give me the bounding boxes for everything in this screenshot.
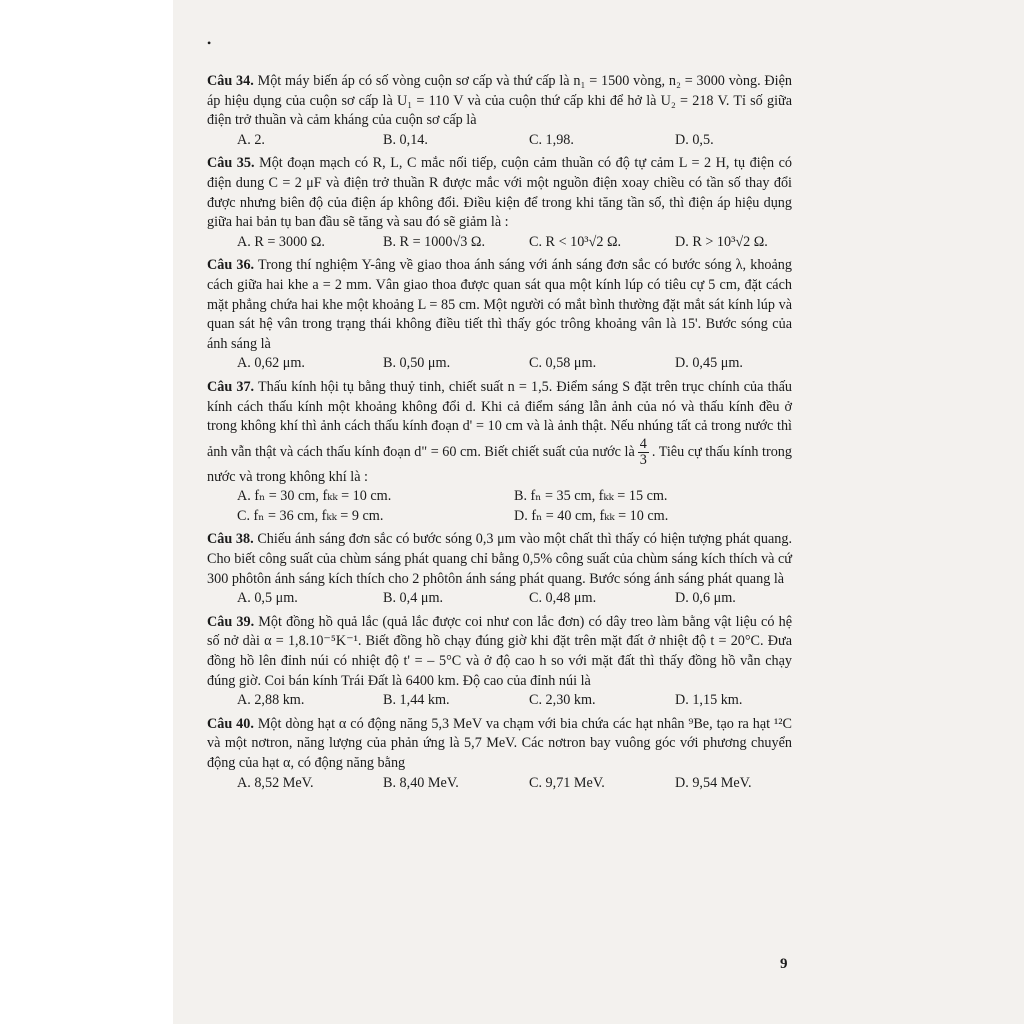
option-a: A. 0,5 μm. xyxy=(237,590,298,607)
option-d: D. 0,6 μm. xyxy=(675,590,736,607)
question-number: Câu 37. xyxy=(207,378,255,395)
question-text: Một dòng hạt α có động năng 5,3 MeV va chạm với bia chứa các hạt nhân ⁹Be, tạo ra hạt ¹²C và một nơtron, năng lượng của phản ứng là 5,7 MeV. Các nơtron bay vuông góc với phương chuyển động của hạt α, có động năng bằng xyxy=(207,715,792,771)
option-b: B. R = 1000√3 Ω. xyxy=(383,233,486,250)
option-c: C. 2,30 km. xyxy=(529,692,596,709)
question-number: Câu 39. xyxy=(207,613,255,630)
answer-options xyxy=(207,774,792,794)
option-d: D. R > 10³√2 Ω. xyxy=(675,233,768,250)
question-34 xyxy=(207,72,792,150)
page-number: 9 xyxy=(780,956,788,972)
option-a: A. fₙ = 30 cm, fₖₖ = 10 cm. xyxy=(237,488,392,505)
answer-options xyxy=(207,691,792,711)
option-b: B. 0,50 μm. xyxy=(383,355,451,372)
option-a: A. 2,88 km. xyxy=(237,692,305,709)
question-text: Trong thí nghiệm Y-âng về giao thoa ánh sáng với ánh sáng đơn sắc có bước sóng λ, khoảng cách giữa hai khe a = 2 mm. Vân giao thoa được quan sát qua một kính lúp có tiêu cự 5 cm, đặt cách mặt phẳng chứa hai khe một khoảng L = 85 cm. Một người có mắt bình thường đặt mắt sát kính lúp và quan sát hệ vân trong trạng thái không điều tiết thì thấy góc trông khoảng vân là 15'. Bước sóng của ánh sáng là xyxy=(207,257,792,352)
option-c: C. 1,98. xyxy=(529,131,574,148)
question-text: Chiếu ánh sáng đơn sắc có bước sóng 0,3 μm vào một chất thì thấy có hiện tượng phát quang. Cho biết công suất của chùm sáng phát quang chỉ bằng 0,5% công suất của chùm sáng kích thích và cứ 300 phôtôn ánh sáng kích thích cho 2 phôtôn ánh sáng phát quang. Bước sóng ánh sáng phát quang là xyxy=(207,531,793,587)
question-text: Một đồng hồ quả lắc (quả lắc được coi như con lắc đơn) có dây treo làm bằng vật liệu có hệ số nở dài α = 1,8.10⁻⁵K⁻¹. Biết đồng hồ chạy đúng giờ khi đặt trên mặt đất ở nhiệt độ t = 20°C. Đưa đồng hồ lên đỉnh núi có nhiệt độ t' = – 5°C và ở độ cao h so với mặt đất thì thấy đồng hồ vẫn chạy đúng giờ. Coi bán kính Trái Đất là 6400 km. Độ cao của đỉnh núi là xyxy=(207,613,793,689)
question-list xyxy=(207,72,792,797)
fraction-four-thirds xyxy=(638,437,649,468)
question-text-continued: . Tiêu cự thấu kính trong nước và trong không khí là : xyxy=(207,443,792,485)
option-a: A. 2. xyxy=(237,131,265,148)
question-39 xyxy=(207,613,792,711)
option-a: A. R = 3000 Ω. xyxy=(237,233,325,250)
option-b: B. 0,4 μm. xyxy=(383,590,444,607)
option-b: B. 8,40 MeV. xyxy=(383,774,459,791)
question-text: Một máy biến áp có số vòng cuộn sơ cấp và thứ cấp là n₁ = 1500 vòng, n₂ = 3000 vòng. Điện áp hiệu dụng của cuộn sơ cấp là U₁ = 110 V và của cuộn thứ cấp khi để hở là U₂ = 218 V. Tỉ số giữa điện trở thuần và cảm kháng của cuộn sơ cấp là xyxy=(207,73,792,129)
question-37 xyxy=(207,378,792,527)
question-number: Câu 35. xyxy=(207,155,255,172)
question-number: Câu 36. xyxy=(207,257,255,274)
question-number: Câu 38. xyxy=(207,531,254,548)
option-d: D. fₙ = 40 cm, fₖₖ = 10 cm. xyxy=(514,507,669,524)
option-c: C. 0,58 μm. xyxy=(529,355,597,372)
answer-options xyxy=(207,233,792,253)
question-35 xyxy=(207,154,792,252)
option-b: B. 0,14. xyxy=(383,131,428,148)
fraction-denominator: 3 xyxy=(639,451,647,468)
option-d: D. 1,15 km. xyxy=(675,692,743,709)
option-d: D. 9,54 MeV. xyxy=(675,774,752,791)
question-text: Một đoạn mạch có R, L, C mắc nối tiếp, cuộn cảm thuần có độ tự cảm L = 2 H, tụ điện có điện dung C = 2 μF và điện trở thuần R được mắc với một nguồn điện xoay chiều có tần số thay đổi được nhưng biên độ của điện áp không đổi. Điều kiện để trong khi tăng tần số, thì điện áp hiệu dụng giữa hai bản tụ ban đầu sẽ tăng và sau đó sẽ giảm là : xyxy=(207,155,793,231)
answer-options xyxy=(207,589,792,609)
question-38 xyxy=(207,530,792,608)
option-a: A. 0,62 μm. xyxy=(237,355,305,372)
answer-options xyxy=(207,487,792,526)
question-40 xyxy=(207,715,792,793)
option-a: A. 8,52 MeV. xyxy=(237,774,314,791)
corner-mark: • xyxy=(207,36,212,50)
answer-options xyxy=(207,354,792,374)
option-c: C. fₙ = 36 cm, fₖₖ = 9 cm. xyxy=(237,507,384,524)
answer-options xyxy=(207,131,792,151)
option-d: D. 0,5. xyxy=(675,131,714,148)
question-number: Câu 40. xyxy=(207,715,254,732)
option-c: C. 9,71 MeV. xyxy=(529,774,605,791)
option-b: B. 1,44 km. xyxy=(383,692,450,709)
question-36 xyxy=(207,256,792,374)
question-text: Thấu kính hội tụ bằng thuỷ tinh, chiết suất n = 1,5. Điểm sáng S đặt trên trục chính của thấu kính cách thấu kính một khoảng không đổi d. Khi cả điểm sáng lẫn ảnh của nó và thấu kính đều ở trong không khí thì ảnh cách thấu kính đoạn d' = 10 cm và là ảnh thật. Nếu nhúng tất cả trong nước thì ảnh vẫn thật và cách thấu kính đoạn d" = 60 cm. Biết chiết suất của nước là xyxy=(207,378,792,460)
option-c: C. 0,48 μm. xyxy=(529,590,597,607)
fraction-numerator: 4 xyxy=(639,435,647,452)
question-number: Câu 34. xyxy=(207,73,254,89)
option-d: D. 0,45 μm. xyxy=(675,355,743,372)
option-b: B. fₙ = 35 cm, fₖₖ = 15 cm. xyxy=(514,488,668,505)
option-c: C. R < 10³√2 Ω. xyxy=(529,233,622,250)
